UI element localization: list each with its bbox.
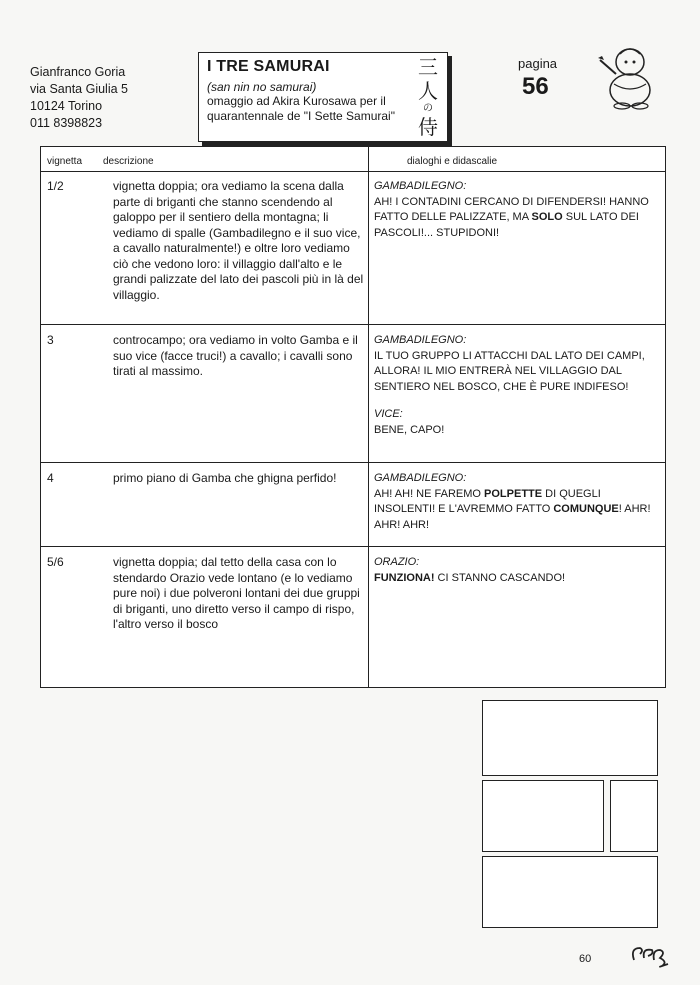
table-header xyxy=(41,147,665,172)
panel-dialogue xyxy=(374,179,664,241)
table-row xyxy=(41,547,665,687)
panel-description: vignetta doppia; dal tetto della casa con lo stendardo Orazio vede lontano (e lo vediamo pure noi) i due polveroni lontani dei due gruppi di briganti, uno diretto verso il campo di rispo, l'altro verso il bosco xyxy=(113,555,360,631)
table-row xyxy=(41,463,665,547)
panel-number: 4 xyxy=(47,471,54,485)
speaker-name: GAMBADILEGNO: xyxy=(374,180,467,192)
script-table xyxy=(40,146,666,688)
table-row xyxy=(41,325,665,463)
story-dedication-2: quarantennale de "I Sette Samurai" xyxy=(207,109,395,123)
dialogue-text: AH! I CONTADINI CERCANO DI DIFENDERSI! HANNO FATTO DELLE PALIZZATE, MA xyxy=(374,195,649,223)
page-label: pagina xyxy=(518,56,558,71)
dialogue-emphasis: SOLO xyxy=(531,211,563,223)
dialogue-text: DI QUEGLI INSOLENTI! E L'AVREMMO FATTO xyxy=(374,487,601,515)
dialogue-text: BENE, CAPO! xyxy=(374,423,445,436)
thumbnail-panel-mid-right xyxy=(610,780,658,852)
thumbnail-panel-mid-left xyxy=(482,780,604,852)
author-street: via Santa Giulia 5 xyxy=(30,82,128,96)
author-address xyxy=(30,64,128,132)
panel-number: 1/2 xyxy=(47,179,64,193)
panel-number: 5/6 xyxy=(47,555,64,569)
speaker-name: GAMBADILEGNO: xyxy=(374,472,467,484)
dialogue-text: ! AHR! AHR! AHR! xyxy=(374,503,651,531)
author-phone: 011 8398823 xyxy=(30,116,103,130)
dialogue-emphasis: FUNZIONA! xyxy=(374,571,435,584)
panel-description: controcampo; ora vediamo in volto Gamba e il suo vice (facce truci!) a cavallo; i cavalli sono tirati al massimo. xyxy=(113,333,358,378)
panel-dialogue xyxy=(374,555,664,586)
panel-dialogue xyxy=(374,471,664,533)
author-city: 10124 Torino xyxy=(30,99,103,113)
table-row xyxy=(41,171,665,325)
dialogue-text: SUL LATO DEI PASCOLI!... STUPIDONI! xyxy=(374,211,639,239)
signature-icon xyxy=(628,940,676,970)
dialogue-emphasis: POLPETTE xyxy=(484,487,543,500)
author-name: Gianfranco Goria xyxy=(30,65,126,79)
panel-number: 3 xyxy=(47,333,54,347)
dialogue-text: CI STANNO CASCANDO! xyxy=(434,571,566,584)
dialogue-text: AH! AH! NE FAREMO xyxy=(374,487,485,500)
story-dedication-1: omaggio ad Akira Kurosawa per il xyxy=(207,94,386,108)
page-number: 56 xyxy=(522,73,549,100)
speaker-name: GAMBADILEGNO: xyxy=(374,334,467,346)
panel-description: primo piano di Gamba che ghigna perfido! xyxy=(113,471,337,485)
kanji-title xyxy=(417,55,439,139)
dialogue-emphasis: COMUNQUE xyxy=(553,503,619,515)
story-title: I TRE SAMURAI xyxy=(207,58,330,75)
title-box xyxy=(198,52,448,142)
thumbnail-panel-bottom xyxy=(482,856,658,928)
mascot-drawing-icon xyxy=(592,40,664,112)
panel-dialogue xyxy=(374,333,664,438)
story-subtitle: (san nin no samurai) xyxy=(207,80,317,94)
kanji-char-1: 三 xyxy=(418,55,438,79)
header-descrizione: descrizione xyxy=(103,156,154,167)
header-dialoghi: dialoghi e didascalie xyxy=(407,156,498,167)
dialogue-text: IL TUO GRUPPO LI ATTACCHI DAL LATO DEI CAMPI, ALLORA! IL MIO ENTRERÀ NEL VILLAGGIO DAL SENTIERO NEL BOSCO, CHE È PURE INDIFESO! xyxy=(374,349,645,393)
panel-description: vignetta doppia; ora vediamo la scena dalla parte di briganti che stanno scendendo al galoppo per il sentiero della montagna; li vediamo di spalle (Gambadilegno e il suo vice, a cavallo naturalmente!) e oltre loro vediamo ciò che vedono loro: il villaggio dall'alto e le grandi palizzate del lato dei pascoli più in là del villaggio. xyxy=(113,179,364,302)
kanji-char-2: 人 xyxy=(418,79,438,103)
speaker-name: ORAZIO: xyxy=(374,556,420,568)
kanji-char-4: 侍 xyxy=(418,115,438,139)
header-vignetta: vignetta xyxy=(47,156,83,167)
footer-page-number: 60 xyxy=(579,953,592,965)
kanji-char-3: の xyxy=(423,103,433,114)
speaker-name: VICE: xyxy=(374,408,403,420)
thumbnail-panel-top xyxy=(482,700,658,776)
